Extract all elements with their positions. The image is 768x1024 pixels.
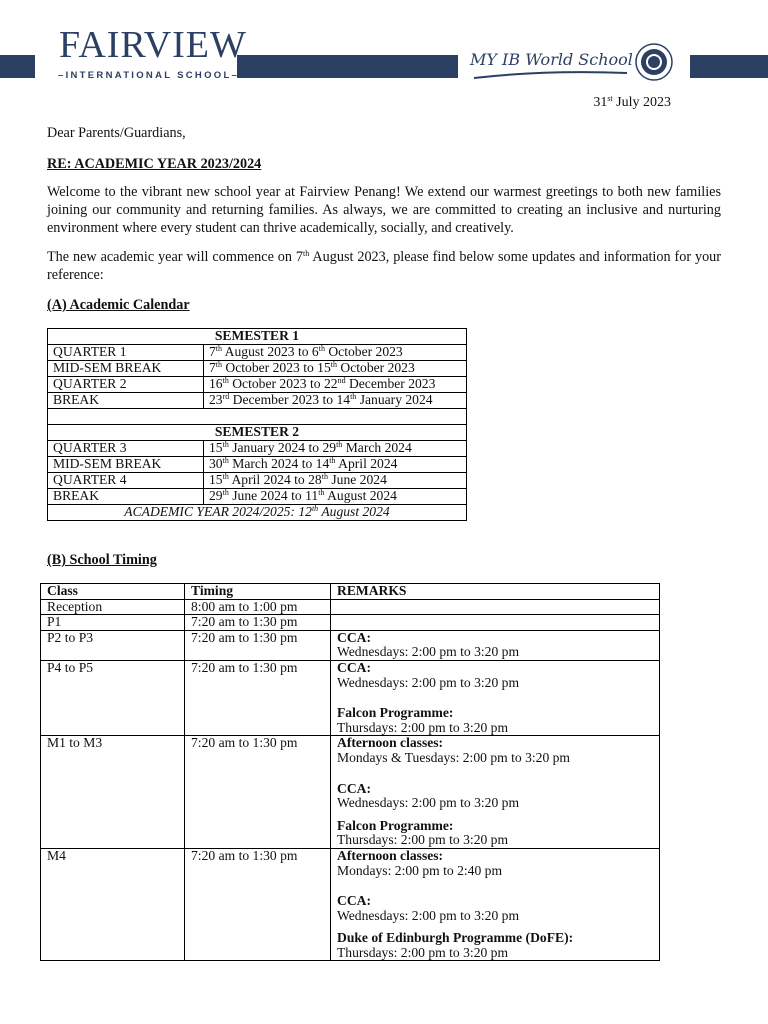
remark-line	[337, 690, 654, 706]
class-cell: M4	[41, 848, 185, 961]
remark-line: Wednesdays: 2:00 pm to 3:20 pm	[337, 795, 520, 811]
date-text: October 2023 to 22	[228, 376, 338, 391]
col-timing: Timing	[185, 584, 331, 600]
period-label: BREAK	[48, 393, 204, 409]
spacer-cell	[48, 409, 467, 425]
date-text: 30	[209, 456, 223, 471]
period-dates	[204, 345, 467, 361]
next-academic-year	[48, 505, 467, 521]
timing-row	[41, 599, 660, 615]
timing-cell: 7:20 am to 1:30 pm	[185, 736, 331, 849]
date-text: August 2023 to 6	[222, 344, 319, 359]
calendar-row	[48, 441, 467, 457]
academic-calendar-table	[47, 328, 467, 521]
date-text: October 2023	[324, 344, 403, 359]
remark-line: Wednesdays: 2:00 pm to 3:20 pm	[337, 907, 520, 923]
date-suffix: rd	[222, 392, 230, 401]
semester-header-row	[48, 329, 467, 345]
date-suffix: th	[215, 344, 223, 353]
date-text: March 2024 to 14	[228, 456, 330, 471]
date-text: 15	[209, 440, 223, 455]
ib-tagline: MY IB World School	[470, 50, 633, 69]
calendar-row	[48, 393, 467, 409]
remarks-cell	[331, 615, 660, 631]
school-logo-subtitle: –INTERNATIONAL SCHOOL–	[58, 70, 240, 81]
calendar-row	[48, 377, 467, 393]
semester-title: SEMESTER 2	[48, 425, 467, 441]
date-suffix: th	[329, 456, 336, 465]
timing-row	[41, 660, 660, 735]
period-label: MID-SEM BREAK	[48, 457, 204, 473]
date-text: October 2023	[337, 360, 415, 375]
date-suffix: th	[330, 360, 337, 369]
date-text: 29	[209, 488, 223, 503]
date-text: 7	[209, 344, 216, 359]
date-text: December 2023	[345, 376, 436, 391]
calendar-row	[48, 489, 467, 505]
remark-title: Falcon Programme:	[337, 817, 454, 833]
remark-line: Wednesdays: 2:00 pm to 3:20 pm	[337, 674, 520, 690]
period-dates	[204, 393, 467, 409]
timing-cell: 7:20 am to 1:30 pm	[185, 660, 331, 735]
calendar-heading: (A) Academic Calendar	[47, 297, 190, 313]
intro-paragraph: Welcome to the vibrant new school year at Fairview Penang! We extend our warmest greetings to both new families joining our community and returning families. As always, we are committed to creating an inclusive and nurturing environment where every student can thrive academically, socially, and creatively.	[47, 184, 721, 236]
period-dates	[204, 377, 467, 393]
date-text: 15	[209, 472, 223, 487]
remark-title: CCA:	[337, 780, 371, 796]
period-label: QUARTER 1	[48, 345, 204, 361]
period-dates	[204, 489, 467, 505]
remark-line	[337, 766, 654, 782]
school-timing-table	[40, 583, 660, 961]
class-cell: P1	[41, 615, 185, 631]
period-dates	[204, 473, 467, 489]
header-bar-left	[0, 55, 35, 78]
subject-line: RE: ACADEMIC YEAR 2023/2024	[47, 156, 262, 172]
period-label: QUARTER 4	[48, 473, 204, 489]
remark-title: Afternoon classes:	[337, 735, 444, 751]
date-suffix: th	[311, 504, 319, 513]
remark-line: Thursdays: 2:00 pm to 3:20 pm	[337, 832, 509, 848]
remark-line	[337, 878, 654, 894]
date-text: January 2024	[356, 392, 433, 407]
commence-paragraph: The new academic year will commence on 7th August 2023, please find below some updates and information for your reference:	[47, 249, 721, 283]
calendar-row	[48, 457, 467, 473]
calendar-spacer-row	[48, 409, 467, 425]
date-suffix: th	[222, 456, 229, 465]
timing-row	[41, 848, 660, 961]
date-text: March 2024	[342, 440, 412, 455]
remark-title: CCA:	[337, 659, 371, 675]
remarks-cell	[331, 736, 660, 849]
header-bar-right	[690, 55, 768, 78]
salutation: Dear Parents/Guardians,	[47, 125, 186, 141]
date-suffix: th	[222, 376, 229, 385]
calendar-row	[48, 345, 467, 361]
period-label: QUARTER 2	[48, 377, 204, 393]
remark-line: Mondays & Tuesdays: 2:00 pm to 3:20 pm	[337, 749, 571, 765]
letter-date: 31st July 2023	[593, 94, 671, 110]
semester-title: SEMESTER 1	[48, 329, 467, 345]
date-text: 7	[209, 360, 216, 375]
header-bar-middle	[237, 55, 458, 78]
date-suffix: th	[215, 360, 223, 369]
class-cell: P4 to P5	[41, 660, 185, 735]
date-text: August 2024	[324, 488, 397, 503]
remarks-cell	[331, 599, 660, 615]
col-class: Class	[41, 584, 185, 600]
remark-title: Afternoon classes:	[337, 847, 444, 863]
date-text: June 2024 to 11	[228, 488, 319, 503]
calendar-footer-row	[48, 505, 467, 521]
period-dates	[204, 457, 467, 473]
timing-cell: 7:20 am to 1:30 pm	[185, 615, 331, 631]
footer-text: August 2024	[318, 504, 390, 519]
calendar-row	[48, 361, 467, 377]
date-suffix: th	[222, 472, 229, 481]
date-text: 23	[209, 392, 223, 407]
class-cell: P2 to P3	[41, 630, 185, 660]
date-suffix: th	[321, 472, 328, 481]
date-text: 16	[209, 376, 223, 391]
date-text: October 2023 to 15	[222, 360, 331, 375]
timing-row	[41, 736, 660, 849]
date-suffix: th	[318, 488, 325, 497]
remark-title: Duke of Edinburgh Programme (DoFE):	[337, 930, 574, 946]
date-text: June 2024	[327, 472, 387, 487]
date-text: December 2023 to 14	[229, 392, 351, 407]
class-cell: Reception	[41, 599, 185, 615]
remark-title: CCA:	[337, 629, 371, 645]
date-suffix: th	[222, 440, 229, 449]
timing-cell: 7:20 am to 1:30 pm	[185, 848, 331, 961]
remark-line: Thursdays: 2:00 pm to 3:20 pm	[337, 719, 509, 735]
timing-cell: 8:00 am to 1:00 pm	[185, 599, 331, 615]
period-dates	[204, 361, 467, 377]
timing-row	[41, 615, 660, 631]
swoosh-icon	[472, 70, 632, 80]
remark-line: Thursdays: 2:00 pm to 3:20 pm	[337, 944, 509, 960]
date-text: April 2024	[335, 456, 398, 471]
date-suffix: th	[336, 440, 343, 449]
class-cell: M1 to M3	[41, 736, 185, 849]
date-suffix: nd	[337, 376, 346, 385]
semester-header-row	[48, 425, 467, 441]
date-text: January 2024 to 29	[228, 440, 337, 455]
remarks-cell	[331, 630, 660, 660]
period-dates	[204, 441, 467, 457]
date-suffix: th	[350, 392, 357, 401]
period-label: BREAK	[48, 489, 204, 505]
remark-line: Wednesdays: 2:00 pm to 3:20 pm	[337, 644, 520, 660]
remarks-cell	[331, 848, 660, 961]
date-suffix: th	[318, 344, 325, 353]
ib-seal-icon	[632, 42, 676, 82]
timing-row	[41, 630, 660, 660]
remark-title: CCA:	[337, 893, 371, 909]
calendar-row	[48, 473, 467, 489]
remarks-cell	[331, 660, 660, 735]
school-logo: FAIRVIEW	[59, 24, 247, 66]
remark-title: Falcon Programme:	[337, 705, 454, 721]
period-label: QUARTER 3	[48, 441, 204, 457]
timing-cell: 7:20 am to 1:30 pm	[185, 630, 331, 660]
footer-text: ACADEMIC YEAR 2024/2025: 12	[124, 504, 312, 519]
date-text: April 2024 to 28	[228, 472, 322, 487]
col-remarks: REMARKS	[331, 584, 660, 600]
timing-heading: (B) School Timing	[47, 552, 157, 568]
period-label: MID-SEM BREAK	[48, 361, 204, 377]
date-suffix: th	[222, 488, 229, 497]
remark-line: Mondays: 2:00 pm to 2:40 pm	[337, 862, 503, 878]
timing-header-row	[41, 584, 660, 600]
